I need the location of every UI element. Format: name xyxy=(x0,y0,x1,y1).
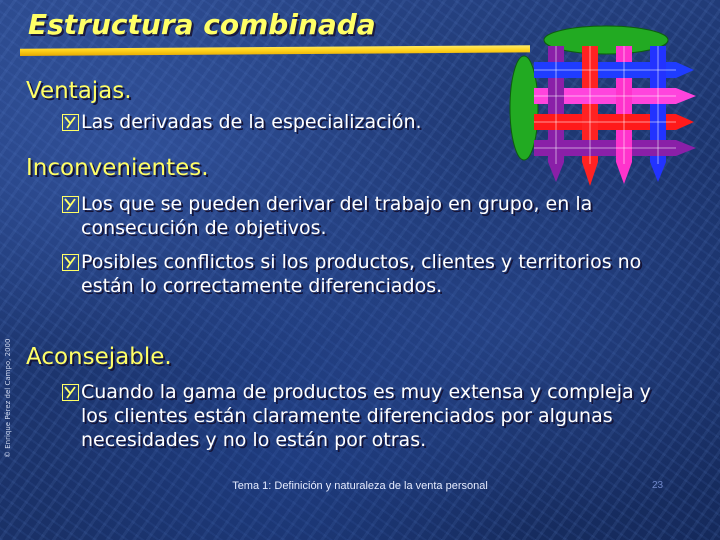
checkbox-y-icon xyxy=(62,114,79,131)
bullet-text: Posibles conflictos si los productos, clientes y territorios no están lo correctamente diferenciados. xyxy=(81,251,642,297)
bullet-item xyxy=(62,250,656,298)
slide-title: Estructura combinada xyxy=(28,8,376,41)
copyright-credit: © Enrique Pérez del Campo, 2000 xyxy=(4,338,12,458)
title-underline xyxy=(20,44,530,56)
bullet-text: Cuando la gama de productos es muy extensa y compleja y los clientes están claramente diferenciados por algunas necesidades y no lo están por otras. xyxy=(81,381,651,451)
woven-arrows-matrix-icon xyxy=(508,24,704,192)
checkbox-y-icon xyxy=(62,196,79,213)
bullet-text: Las derivadas de la especialización. xyxy=(81,111,422,133)
section-heading-inconvenientes: Inconvenientes. xyxy=(26,155,209,181)
checkbox-y-icon xyxy=(62,384,79,401)
bullet-text: Los que se pueden derivar del trabajo en grupo, en la consecución de objetivos. xyxy=(81,193,593,239)
bullet-item xyxy=(62,192,674,240)
checkbox-y-icon xyxy=(62,254,79,271)
bullet-item xyxy=(62,380,678,452)
bullet-item xyxy=(62,110,512,134)
section-heading-aconsejable: Aconsejable. xyxy=(26,344,172,370)
page-number: 23 xyxy=(652,480,664,491)
section-heading-ventajas: Ventajas. xyxy=(26,78,132,104)
slide-footer: Tema 1: Definición y naturaleza de la venta personal xyxy=(232,480,488,492)
